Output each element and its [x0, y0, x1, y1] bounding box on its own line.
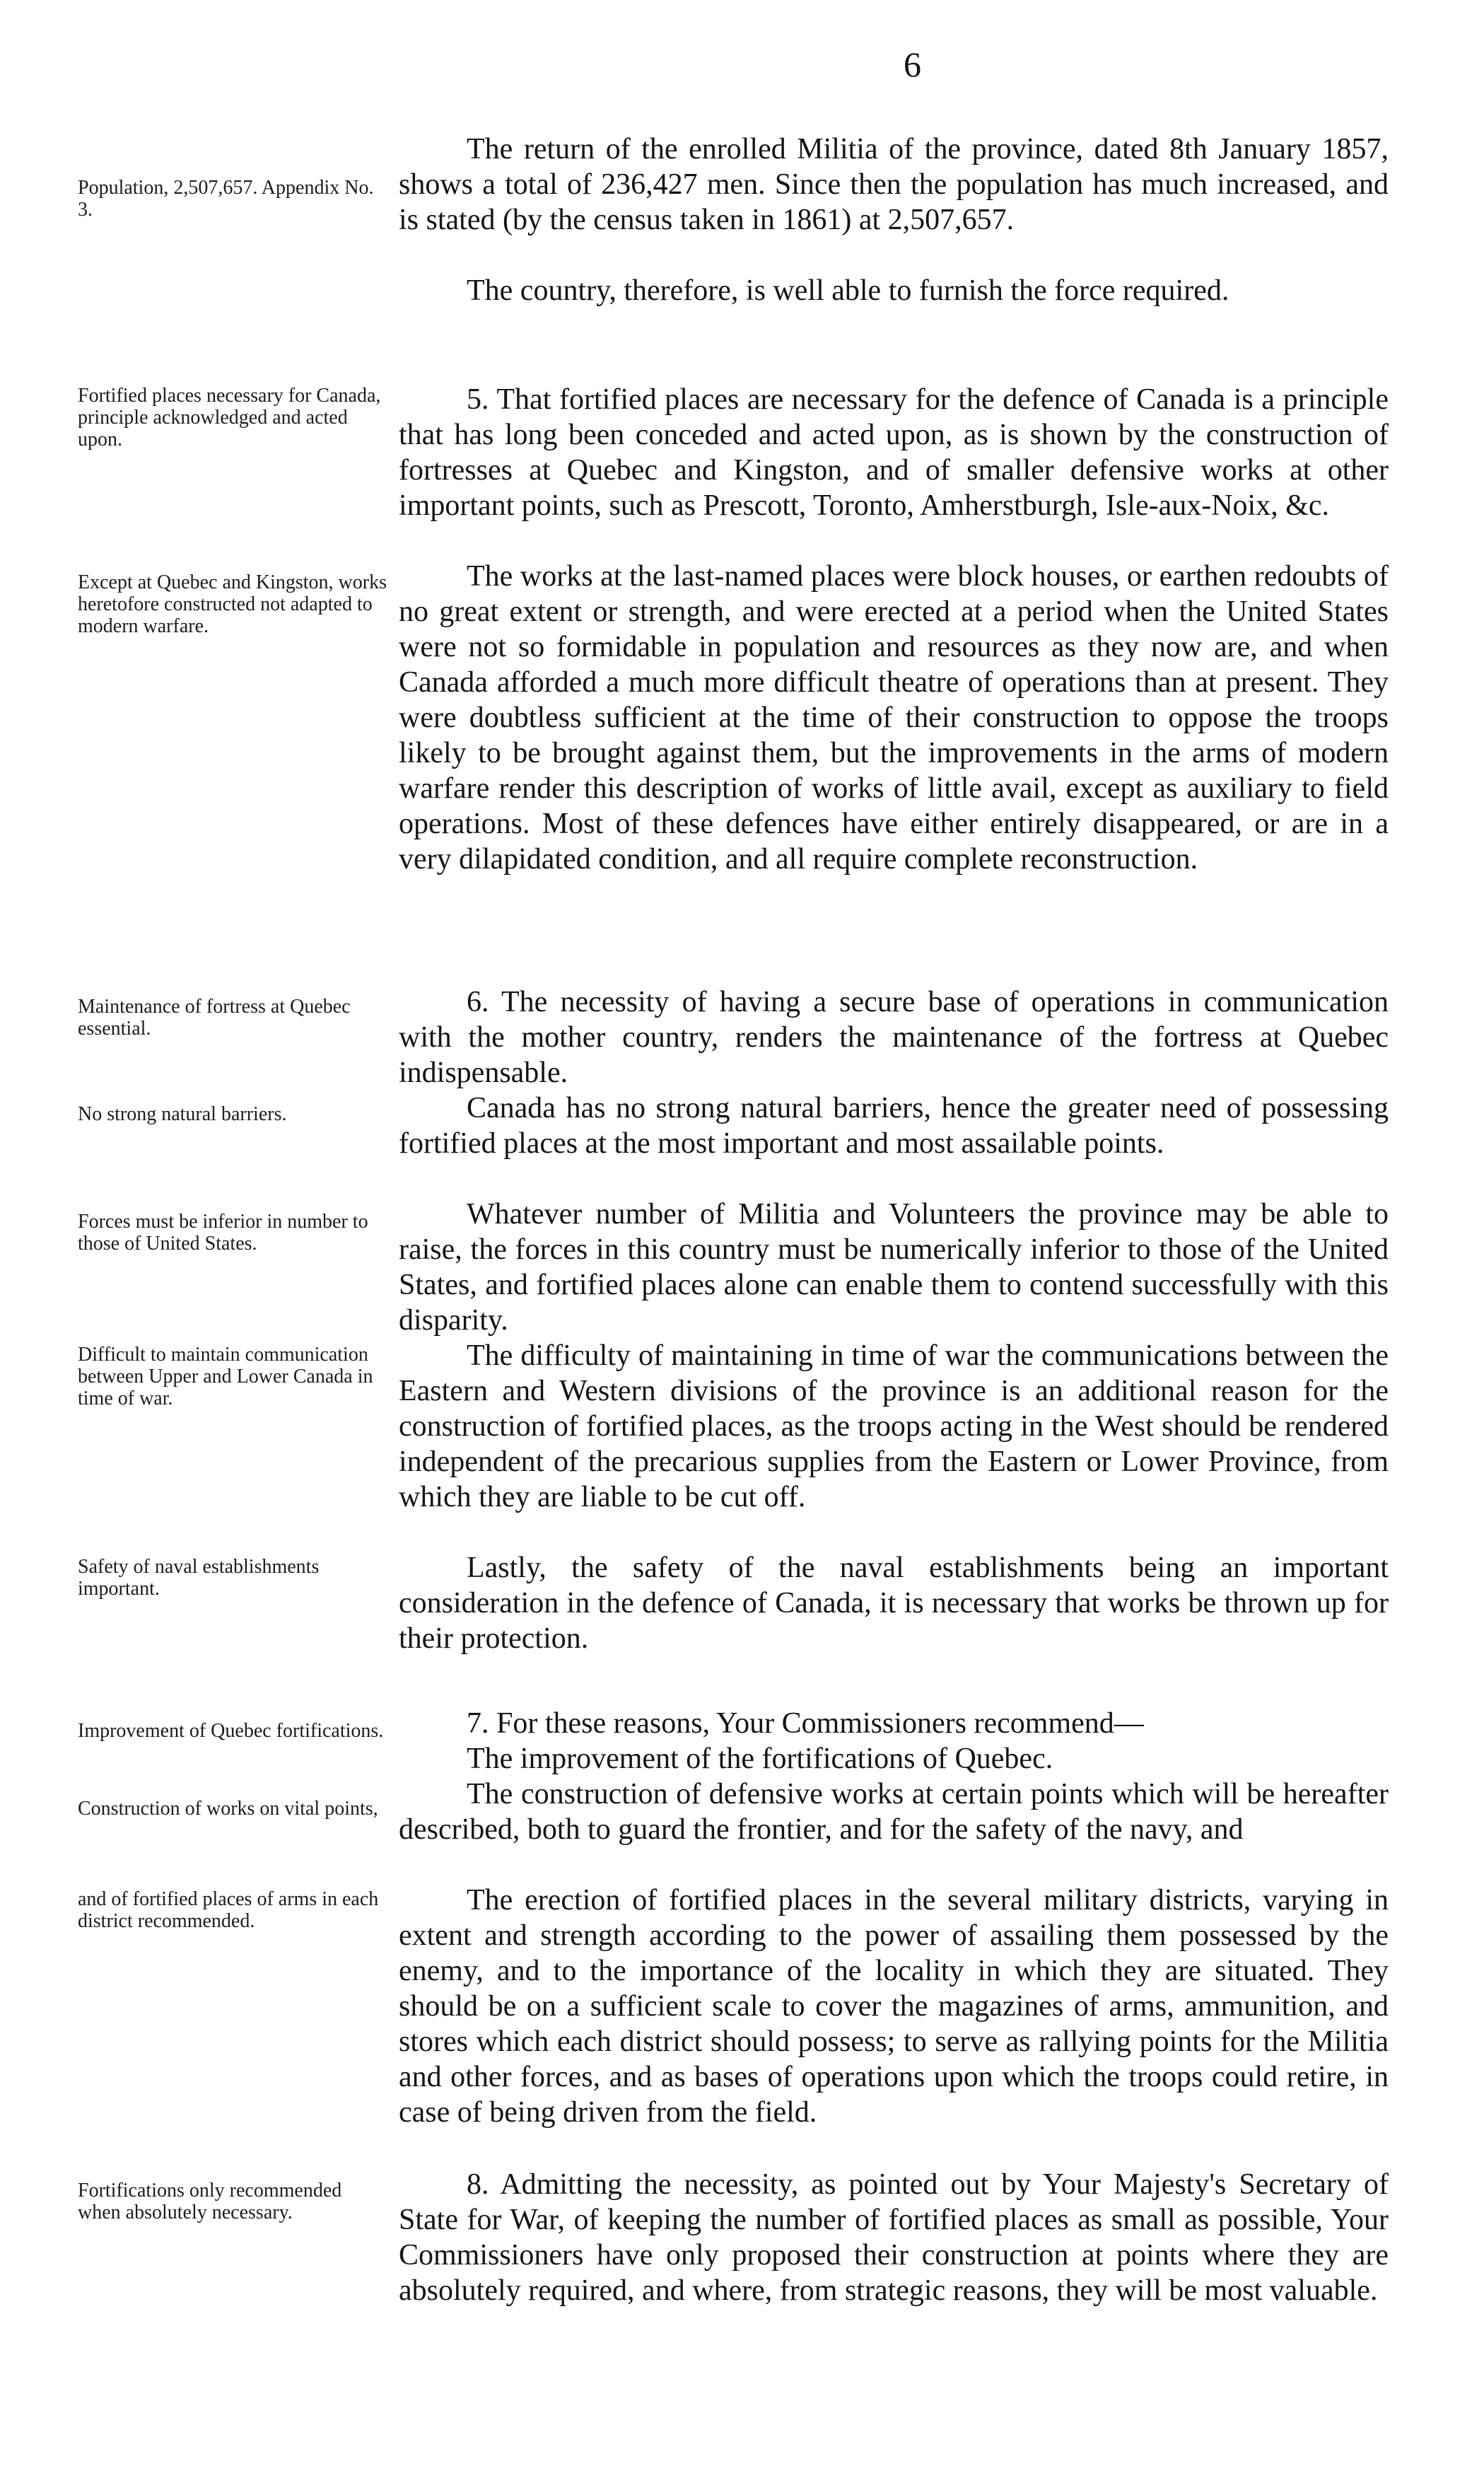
margin-note-maintenance-quebec: Maintenance of fortress at Quebec essential. [78, 996, 351, 1040]
margin-note-improvement-quebec: Improvement of Quebec fortifications. [78, 1720, 384, 1742]
paragraph-militia-volunteers: Whatever number of Militia and Volunteers the province may be able to raise, the forces in this country must be numerically inferior to those of the United States, and fortified places alone can enable them to contend successfully with this disparity. [399, 1198, 1389, 1337]
paragraph-7-recommend: 7. For these reasons, Your Commissioners recommend— [467, 1707, 1144, 1740]
paragraph-8-admitting: 8. Admitting the necessity, as pointed out by Your Majesty's Secretary of State for War, of keeping the number of fortified places as small as possible, Your Commissioners have only proposed their construction at points where they are absolutely required, and where, from strategic reasons, they will be most valuable. [399, 2168, 1389, 2307]
paragraph-naval-establishments: Lastly, the safety of the naval establishments being an important consideration in the defence of Canada, it is necessary that works be thrown up for their protection. [399, 1552, 1389, 1655]
paragraph-improve-quebec: The improvement of the fortifications of Quebec. [467, 1743, 1053, 1775]
margin-note-vital-points: Construction of works on vital points, [78, 1798, 378, 1820]
paragraph-natural-barriers: Canada has no strong natural barriers, hence the greater need of possessing fortified places at the most important and most assailable points. [399, 1092, 1389, 1160]
paragraph-militia-return: The return of the enrolled Militia of the province, dated 8th January 1857, shows a total of 236,427 men. Since then the population has much increased, and is stated (by the census taken in 1861) at 2,507,657. [399, 133, 1389, 236]
margin-note-district-places: and of fortified places of arms in each district recommended. [78, 1888, 379, 1932]
paragraph-6-secure-base: 6. The necessity of having a secure base of operations in communication with the mother country, renders the maintenance of the fortress at Quebec indispensable. [399, 986, 1389, 1089]
margin-note-fortified-places: Fortified places necessary for Canada, principle acknowledged and acted upon. [78, 385, 381, 450]
paragraph-defensive-works: The construction of defensive works at certain points which will be hereafter described, both to guard the frontier, and for the safety of the navy, and [399, 1778, 1389, 1846]
paragraph-5-fortified-places: 5. That fortified places are necessary for the defence of Canada is a principle that has long been conceded and acted upon, as is shown by the construction of fortresses at Quebec and Kingston, and of smaller defensive works at other important points, such as Prescott, Toronto, Amherstburgh, Isle-aux-Noix, &c. [399, 383, 1389, 522]
paragraph-block-houses: The works at the last-named places were block houses, or earthen redoubts of no great extent or strength, and were erected at a period when the United States were not so formidable in population and resources as they now are, and when Canada afforded a much more difficult theatre of operations than at present. They were doubtless sufficient at the time of their construction to oppose the troops likely to be brought against them, but the improvements in the arms of modern warfare render this description of works of little avail, except as auxiliary to field operations. Most of these defences have either entirely disappeared, or are in a very dilapidated condition, and all require complete reconstruction. [399, 560, 1389, 876]
paragraph-communications: The difficulty of maintaining in time of war the communications between the Eastern and Western divisions of the province is an additional reason for the construction of fortified places, as the troops acting in the West should be rendered independent of the precarious supplies from the Eastern or Lower Province, from which they are liable to be cut off. [399, 1339, 1389, 1513]
page-number: 6 [904, 45, 921, 84]
margin-note-naval-safety: Safety of naval establishments important. [78, 1556, 320, 1600]
margin-note-forces-inferior: Forces must be inferior in number to those of United States. [78, 1211, 368, 1255]
margin-note-population: Population, 2,507,657. Appendix No. 3. [78, 177, 374, 221]
margin-note-no-natural-barriers: No strong natural barriers. [78, 1103, 287, 1125]
margin-note-except-quebec-kingston: Except at Quebec and Kingston, works heretofore constructed not adapted to modern warfare. [78, 571, 387, 637]
margin-note-communication-difficulty: Difficult to maintain communication between Upper and Lower Canada in time of war. [78, 1344, 373, 1409]
paragraph-force-required: The country, therefore, is well able to furnish the force required. [467, 274, 1229, 307]
margin-note-only-when-necessary: Fortifications only recommended when absolutely necessary. [78, 2180, 342, 2223]
paragraph-fortified-districts: The erection of fortified places in the several military districts, varying in extent and strength according to the power of assailing them possessed by the enemy, and to the importance of the locality in which they are situated. They should be on a sufficient scale to cover the magazines of arms, ammunition, and stores which each district should possess; to serve as rallying points for the Militia and other forces, and as bases of operations upon which the troops could retire, in case of being driven from the field. [399, 1884, 1389, 2129]
